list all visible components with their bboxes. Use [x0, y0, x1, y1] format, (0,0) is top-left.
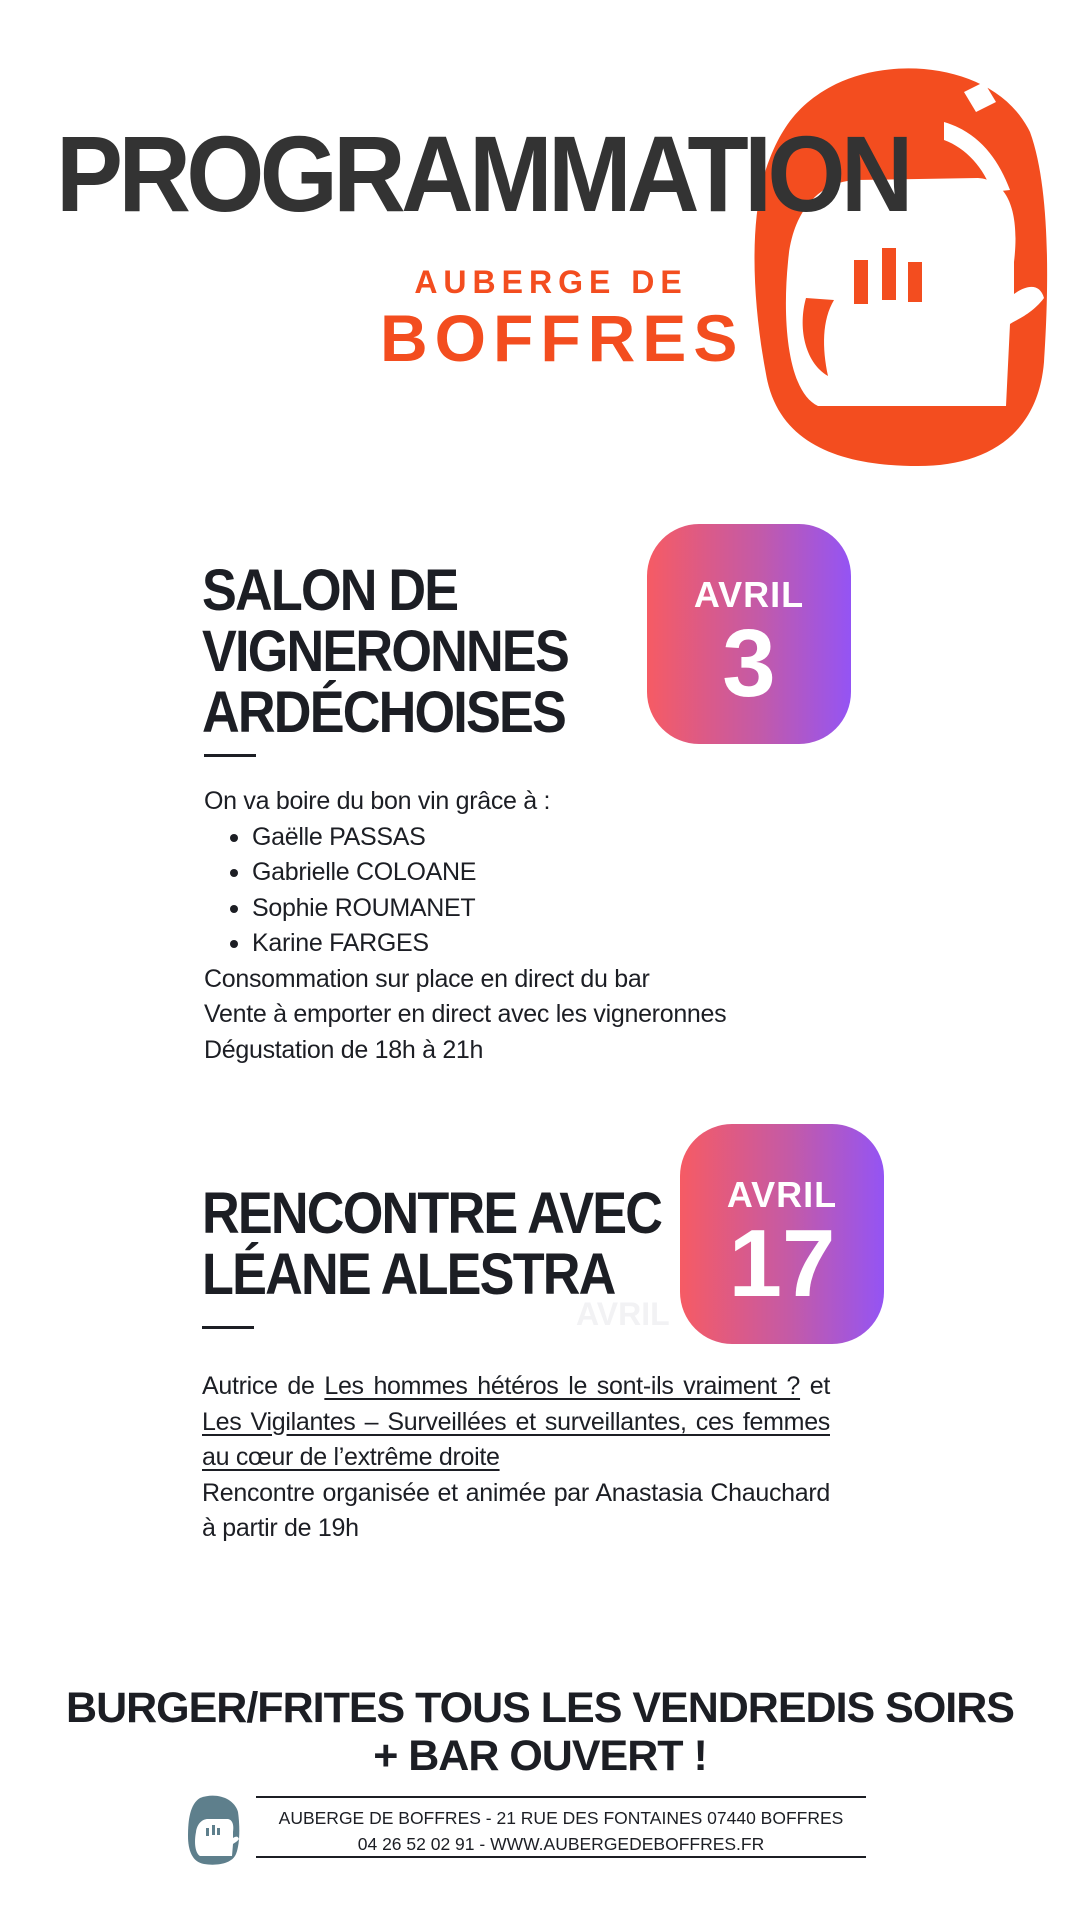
event-title-line: LÉANE ALESTRA [202, 1242, 615, 1307]
ghost-text: AVRIL [576, 1296, 670, 1332]
promo-line: BURGER/FRITES TOUS LES VENDREDIS SOIRS [66, 1684, 1014, 1732]
conjunction: et [809, 1372, 831, 1400]
brand-name-line1: AUBERGE DE [414, 264, 688, 300]
date-day: 3 [722, 610, 776, 717]
event-intro: On va boire du bon vin grâce à : [204, 787, 551, 815]
event-title-line: RENCONTRE AVEC [202, 1181, 662, 1246]
divider [202, 1326, 254, 1329]
event-description [204, 784, 726, 1068]
date-month: AVRIL [693, 574, 805, 615]
event-detail: Consommation sur place en direct du bar [204, 964, 650, 993]
page-title: PROGRAMMATION [56, 113, 909, 234]
teapot-small-icon [186, 1794, 240, 1866]
event-detail: Vente à emporter en direct avec les vigneronnes [204, 1000, 727, 1028]
event-title-line: VIGNERONNES [202, 619, 568, 684]
book-paragraph [202, 1369, 830, 1476]
divider [256, 1856, 866, 1858]
date-badge [680, 1124, 884, 1344]
footer-info [256, 1805, 866, 1857]
date-month: AVRIL [726, 1174, 838, 1215]
event-title-line: ARDÉCHOISES [202, 680, 566, 745]
event-title [202, 560, 568, 743]
event-title [202, 1183, 661, 1305]
event-detail: Dégustation de 18h à 21h [204, 1035, 484, 1064]
promo-line: + BAR OUVERT ! [373, 1732, 707, 1780]
book-title: Les Vigilantes – Surveillées et surveillantes, ces femmes au cœur de l’extrême droite [202, 1407, 830, 1471]
date-badge [647, 524, 851, 744]
divider [204, 754, 256, 757]
list-item: Gabrielle COLOANE [204, 855, 726, 891]
date-day: 17 [728, 1210, 836, 1317]
author-prefix: Autrice de [202, 1372, 315, 1400]
event-title-line: SALON DE [202, 558, 458, 623]
list-item: Gaëlle PASSAS [204, 820, 726, 856]
list-item: Sophie ROUMANET [204, 891, 726, 927]
brand-name-line2: BOFFRES [380, 301, 745, 375]
winemaker-list [204, 820, 726, 962]
book-title: Les hommes hétéros le sont-ils vraiment ? [324, 1372, 801, 1400]
list-item: Karine FARGES [204, 926, 726, 962]
promo-banner [0, 1684, 1080, 1780]
event-detail: Rencontre organisée et animée par Anastasia Chauchard à partir de 19h [202, 1478, 830, 1542]
footer-contact: 04 26 52 02 91 - WWW.AUBERGEDEBOFFRES.FR [357, 1834, 765, 1854]
footer-address: AUBERGE DE BOFFRES - 21 RUE DES FONTAINES 07440 BOFFRES [278, 1808, 844, 1828]
event-description [202, 1369, 830, 1547]
divider [256, 1796, 866, 1798]
